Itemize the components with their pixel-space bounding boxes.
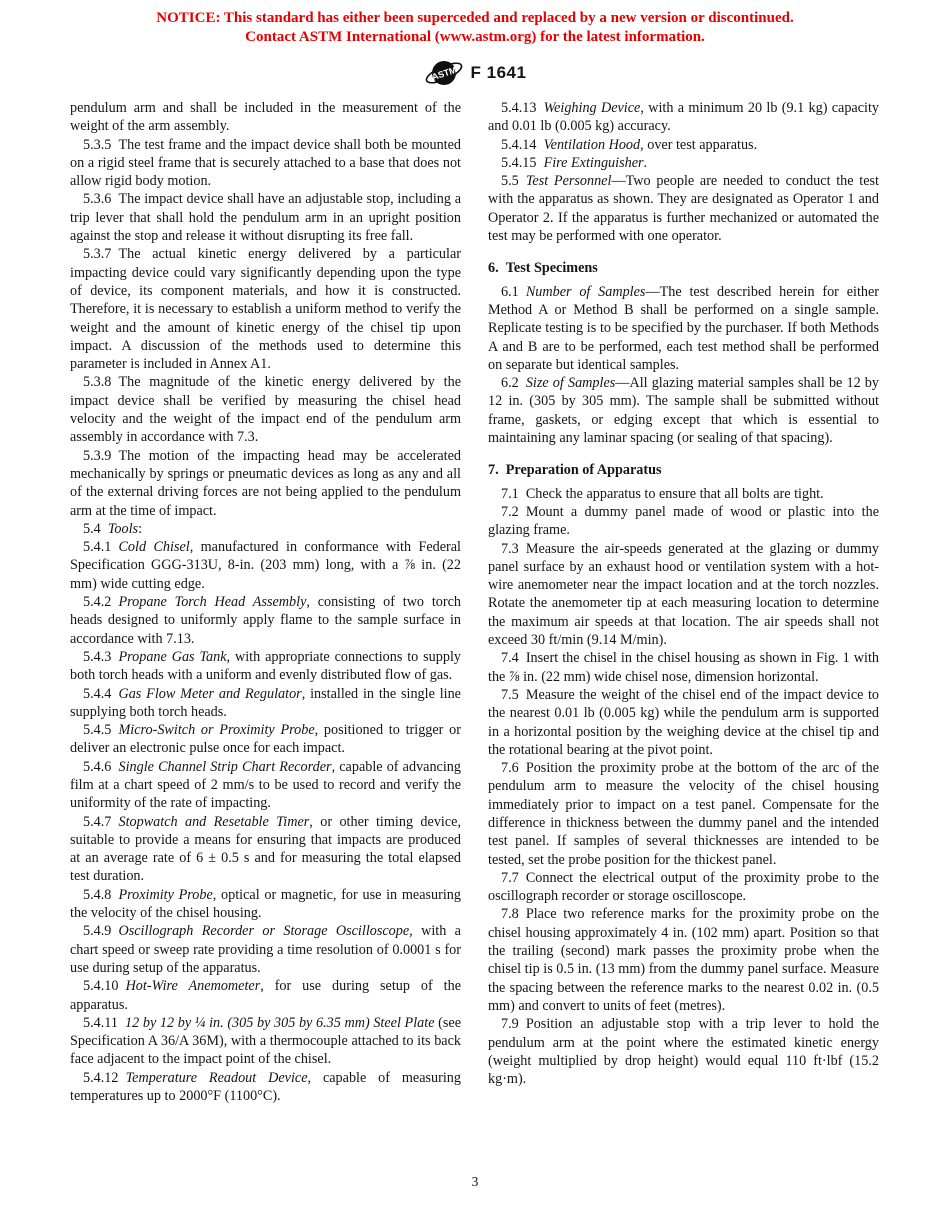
text-segment: 7.7 Connect the electrical output of the proximity probe to the oscillograph recorder or storage oscilloscope. <box>488 869 879 905</box>
text-segment: , with appropriate connections to supply both torch heads with a uniform and evenly distributed flow of gas. <box>70 648 462 684</box>
text-segment: : <box>138 520 143 537</box>
text-segment: , with a chart speed or sweep rate providing a time resolution of 0.0001 s for use during setup of the apparatus. <box>70 923 461 976</box>
page-number: 3 <box>471 1174 479 1189</box>
section-heading <box>488 461 879 479</box>
paragraph <box>70 99 461 136</box>
paragraph <box>70 886 461 923</box>
text-segment: 7.5 Measure the weight of the chisel end of the impact device to the nearest 0.01 lb (0.005 kg) while the pendulum arm is supported in a horizontal position by the weighing device at the chisel tip and the rotational bearing at the pivot point. <box>488 686 879 758</box>
text-segment: (see Specification A 36/A 36M), with a thermocouple attached to its back face adjacent to the impact point of the chisel. <box>70 1014 461 1068</box>
text-segment: 5.3.5 The test frame and the impact device shall both be mounted on a rigid steel frame that is securely attached to a base that does not allow rigid body motion. <box>70 136 461 190</box>
paragraph <box>488 649 879 686</box>
text-segment: , over test apparatus. <box>640 136 758 153</box>
paragraph <box>70 1014 461 1069</box>
italic-term: Micro-Switch or Proximity Probe <box>118 722 315 739</box>
text-segment: 5.4.8 <box>83 886 119 903</box>
italic-term: Cold Chisel <box>118 539 190 556</box>
italic-term: Single Channel Strip Chart Recorder <box>118 758 332 775</box>
text-segment: , manufactured in conformance with Federal Specification GGG-313U, 8-in. (203 mm) long, with a ⅞ in. (22 mm) wide cutting edge. <box>70 539 461 592</box>
paragraph <box>70 520 461 538</box>
italic-term: Proximity Probe <box>118 886 213 903</box>
text-segment: 5.4.1 <box>83 539 119 556</box>
italic-term: Ventilation Hood <box>543 136 641 153</box>
text-segment: 5.4.15 <box>501 154 544 171</box>
italic-term: Size of Samples <box>525 375 616 392</box>
text-segment: 5.4.6 <box>83 758 119 775</box>
text-segment: 6.2 <box>501 375 526 392</box>
astm-logo-text: ASTM <box>430 64 458 83</box>
text-segment: 5.3.9 The motion of the impacting head may be accelerated mechanically by springs or pneumatic devices as long as any and all of the external driving forces are not being applied to the pendulum arm at the time of impact. <box>70 447 461 519</box>
text-segment: 7.2 Mount a dummy panel made of wood or plastic into the glazing frame. <box>488 503 879 539</box>
paragraph <box>488 905 879 1015</box>
italic-term: Tools <box>107 520 139 537</box>
paragraph <box>488 540 879 650</box>
section-heading <box>488 259 879 277</box>
italic-term: Temperature Readout Device <box>125 1069 308 1086</box>
text-segment: pendulum arm and shall be included in the measurement of the weight of the arm assembly. <box>70 100 461 135</box>
text-segment: 5.4.4 <box>83 685 119 702</box>
paragraph <box>488 686 879 759</box>
text-segment: , with a minimum 20 lb (9.1 kg) capacity and 0.01 lb (0.005 kg) accuracy. <box>488 100 879 135</box>
paragraph <box>70 758 461 813</box>
italic-term: Weighing Device <box>543 100 641 116</box>
text-segment: 5.3.7 The actual kinetic energy delivered by a particular impacting device could vary significantly depending upon the type of device, its component materials, and how it is constructed. Therefore, it is necessary to establish a uniform method to verify the weight and the amount of kinetic energy of the chisel tip upon impact. A discussion of the methods used to determine this parameter is included in Annex A1. <box>70 246 461 373</box>
text-segment: 5.4.5 <box>83 722 119 739</box>
paragraph <box>488 1015 879 1088</box>
text-segment: 5.4.10 <box>83 978 126 995</box>
text-segment: 5.4.2 <box>83 594 119 611</box>
text-segment: 7.9 Position an adjustable stop with a trip lever to hold the pendulum arm at the point where the estimated kinetic energy (weight multiplied by drop height) would equal 110 ft·lbf (15.2 kg·m). <box>488 1016 879 1088</box>
italic-term: Stopwatch and Resetable Timer <box>118 813 310 830</box>
text-segment: 7. Preparation of Apparatus <box>488 462 662 479</box>
paragraph <box>488 99 879 136</box>
text-segment: , optical or magnetic, for use in measuring the velocity of the chisel housing. <box>70 886 461 922</box>
paragraph <box>488 154 879 172</box>
text-segment: , installed in the single line supplying both torch heads. <box>70 685 461 720</box>
paragraph <box>70 721 461 758</box>
paragraph <box>70 977 461 1014</box>
italic-term: Oscillograph Recorder or Storage Oscilloscope <box>118 923 410 940</box>
paragraph <box>70 922 461 977</box>
text-segment: 7.4 Insert the chisel in the chisel housing as shown in Fig. 1 with the ⅞ in. (22 mm) wide chisel nose, dimension horizontal. <box>488 650 879 685</box>
paragraph <box>488 172 879 245</box>
text-segment: 5.4.9 <box>83 923 119 940</box>
paragraph <box>70 813 461 886</box>
paragraph <box>70 685 461 722</box>
paragraph <box>70 447 461 520</box>
text-segment: 5.3.8 The magnitude of the kinetic energy delivered by the impact device shall be verified by measuring the chisel head velocity and the weight of the impact end of the pendulum arm assembly in accordance with 7.3. <box>70 374 461 446</box>
text-segment: 7.3 Measure the air-speeds generated at the glazing or dummy panel surface by an exhaust hood or ventilation system with a hot-wire anemometer near the impact location and at the torch nozzles. Rotate the anemometer tip at each measuring location to determine the maximum air speeds at that location. The air speeds shall not exceed 30 ft/min (9.14 M/min). <box>488 540 879 649</box>
paragraph <box>488 374 879 447</box>
paragraph <box>70 190 461 245</box>
text-segment: . <box>643 154 648 171</box>
text-segment: 5.4.14 <box>501 136 544 153</box>
paragraph <box>488 869 879 906</box>
paragraph <box>70 373 461 446</box>
left-column <box>70 99 461 1105</box>
doc-number: F 1641 <box>470 63 527 82</box>
italic-term: Gas Flow Meter and Regulator <box>118 685 302 702</box>
italic-term: Hot-Wire Anemometer <box>125 978 261 995</box>
text-segment: 5.4.11 <box>83 1014 126 1031</box>
text-segment: , capable of advancing film at a chart speed of 2 mm/s to be used to record and verify the uniformity of the rate of impacting. <box>70 758 461 812</box>
paragraph <box>70 538 461 593</box>
paragraph <box>488 283 879 374</box>
text-segment: 6.1 <box>501 283 526 300</box>
paragraph <box>70 648 461 685</box>
text-segment: , for use during setup of the apparatus. <box>70 978 461 1013</box>
paragraph <box>488 759 879 869</box>
text-segment: 5.4.12 <box>83 1069 126 1086</box>
text-segment: —Two people are needed to conduct the test with the apparatus as shown. They are designated as Operator 1 and Operator 2. If the apparatus is further mechanized or automated the test may be performed with one operator. <box>488 173 880 245</box>
text-segment: , consisting of two torch heads designed to uniformly apply flame to the sample surface in accordance with 7.13. <box>70 594 461 647</box>
page-body <box>0 99 950 1105</box>
italic-term: 12 by 12 by ¼ in. (305 by 305 by 6.35 mm) Steel Plate <box>125 1014 435 1031</box>
text-segment: —The test described herein for either Method A or Method B shall be performed on a single sample. Replicate testing is to be specified by the purchaser. If both Methods A and B are to be performed, each test method shall be performed on separate but identical samples. <box>488 283 879 373</box>
italic-term: Test Personnel <box>525 173 612 190</box>
italic-term: Number of Samples <box>525 283 646 300</box>
text-segment: 7.6 Position the proximity probe at the bottom of the arc of the pendulum arm to measure the velocity of the chisel housing immediately prior to impact on a test panel. Compensate for the difference in thickness between the dummy panel and the intended test panel. If samples of several thicknesses are intended to be tested, set the probe position for the thickest panel. <box>488 760 879 868</box>
text-segment: 6. Test Specimens <box>488 260 598 277</box>
notice-banner <box>0 0 950 47</box>
paragraph <box>70 593 461 648</box>
masthead <box>0 54 950 92</box>
notice-line-1: NOTICE: This standard has either been superceded and replaced by a new version or discontinued. <box>156 10 794 26</box>
astm-logo-icon <box>424 56 464 90</box>
text-segment: 5.4 <box>83 520 108 537</box>
text-segment: 5.3.6 The impact device shall have an adjustable stop, including a trip lever that shall hold the pendulum arm in an upright position against the stop and release it without disrupting its free fall. <box>70 191 461 245</box>
text-segment: 7.8 Place two reference marks for the proximity probe on the chisel housing approximately 4 in. (102 mm) apart. Position so that the trailing (second) mark passes the proximity probe when the chisel tip is 0.5 in. (13 mm) from the dummy panel surface. Measure the spacing between the reference marks to the nearest 0.02 in. (0.5 mm) and convert to units of feet (metres). <box>488 906 879 1014</box>
italic-term: Propane Torch Head Assembly <box>118 594 307 611</box>
text-segment: 7.1 Check the apparatus to ensure that all bolts are tight. <box>501 485 824 502</box>
text-segment: 5.5 <box>501 173 526 190</box>
text-segment: , positioned to trigger or deliver an electronic pulse once for each impact. <box>70 722 461 757</box>
paragraph <box>70 245 461 373</box>
text-segment: 5.4.7 <box>83 813 119 830</box>
italic-term: Propane Gas Tank <box>118 648 227 665</box>
text-segment: , capable of measuring temperatures up to 2000°F (1100°C). <box>70 1069 461 1105</box>
text-segment: , or other timing device, suitable to provide a means for ensuring that impacts are produced at an average rate of 6 ± 0.5 s and for measuring the total elapsed test duration. <box>70 813 461 885</box>
italic-term: Fire Extinguisher <box>543 154 644 171</box>
notice-line-2: Contact ASTM International (www.astm.org) for the latest information. <box>245 29 705 45</box>
paragraph <box>488 136 879 154</box>
paragraph <box>488 485 879 503</box>
right-column <box>488 99 879 1105</box>
text-segment: 5.4.13 <box>501 100 544 116</box>
paragraph <box>70 1069 461 1106</box>
text-segment: 5.4.3 <box>83 648 119 665</box>
paragraph <box>488 503 879 540</box>
paragraph <box>70 136 461 191</box>
text-segment: —All glazing material samples shall be 12 by 12 in. (305 by 305 mm). The sample shall be submitted without frame, gaskets, or edging except that which is essential to maintaining any laminar spacing (or sealing of that spacing). <box>488 375 879 447</box>
